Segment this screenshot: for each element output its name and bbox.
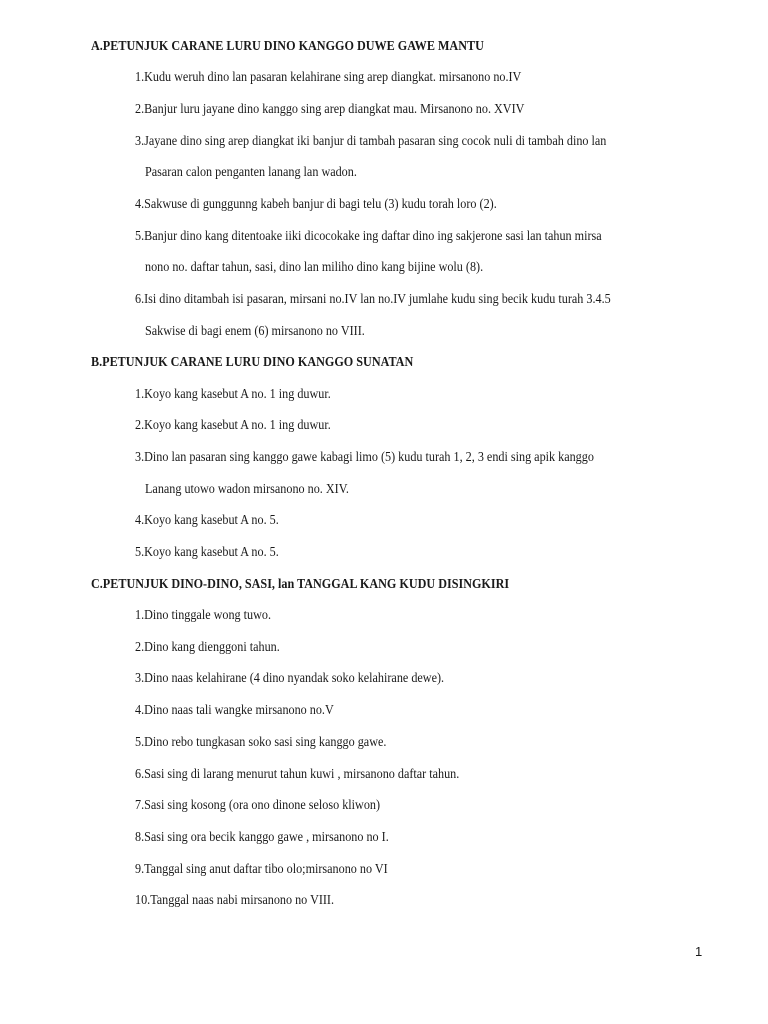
section-b-heading: B.PETUNJUK CARANE LURU DINO KANGGO SUNATAN xyxy=(91,354,414,369)
section-a-item-3: 3.Jayane dino sing arep diangkat iki banjur di tambah pasaran sing cocok nuli di tambah dino lan xyxy=(135,133,607,148)
section-b-item-2: 2.Koyo kang kasebut A no. 1 ing duwur. xyxy=(135,417,331,432)
section-a-item-3-continued: Pasaran calon penganten lanang lan wadon. xyxy=(145,164,357,179)
section-c-item-9: 9.Tanggal sing anut daftar tibo olo;mirsanono no VI xyxy=(135,861,388,876)
section-c-item-6: 6.Sasi sing di larang menurut tahun kuwi , mirsanono daftar tahun. xyxy=(135,766,460,781)
section-a-item-6: 6.Isi dino ditambah isi pasaran, mirsani no.IV lan no.IV jumlahe kudu sing becik kudu turah 3.4.5 xyxy=(135,291,611,306)
section-a-item-5: 5.Banjur dino kang ditentoake iiki dicocokake ing daftar dino ing sakjerone sasi lan tahun mirsa xyxy=(135,228,602,243)
section-b-item-4: 4.Koyo kang kasebut A no. 5. xyxy=(135,512,279,527)
section-c-item-1: 1.Dino tinggale wong tuwo. xyxy=(135,607,272,622)
section-b-item-3: 3.Dino lan pasaran sing kanggo gawe kabagi limo (5) kudu turah 1, 2, 3 endi sing apik kanggo xyxy=(135,449,594,464)
section-b-item-5: 5.Koyo kang kasebut A no. 5. xyxy=(135,544,279,559)
section-c-item-5: 5.Dino rebo tungkasan soko sasi sing kanggo gawe. xyxy=(135,734,387,749)
section-a-item-1: 1.Kudu weruh dino lan pasaran kelahirane sing arep diangkat. mirsanono no.IV xyxy=(135,69,522,84)
section-a-item-4: 4.Sakwuse di gunggunng kabeh banjur di bagi telu (3) kudu torah loro (2). xyxy=(135,196,497,211)
section-a-item-5-continued: nono no. daftar tahun, sasi, dino lan miliho dino kang bijine wolu (8). xyxy=(145,259,484,274)
section-a-heading: A.PETUNJUK CARANE LURU DINO KANGGO DUWE GAWE MANTU xyxy=(91,38,484,53)
section-c-item-3: 3.Dino naas kelahirane (4 dino nyandak soko kelahirane dewe). xyxy=(135,670,445,685)
section-a-item-6-continued: Sakwise di bagi enem (6) mirsanono no VIII. xyxy=(145,323,365,338)
page-number: 1 xyxy=(695,944,703,959)
section-c-item-4: 4.Dino naas tali wangke mirsanono no.V xyxy=(135,702,334,717)
section-c-item-10: 10.Tanggal naas nabi mirsanono no VIII. xyxy=(135,892,335,907)
section-c-heading: C.PETUNJUK DINO-DINO, SASI, lan TANGGAL KANG KUDU DISINGKIRI xyxy=(91,576,510,591)
section-a-item-2: 2.Banjur luru jayane dino kanggo sing arep diangkat mau. Mirsanono no. XVIV xyxy=(135,101,525,116)
section-c-item-8: 8.Sasi sing ora becik kanggo gawe , mirsanono no I. xyxy=(135,829,389,844)
section-c-item-7: 7.Sasi sing kosong (ora ono dinone seloso kliwon) xyxy=(135,797,381,812)
section-b-item-1: 1.Koyo kang kasebut A no. 1 ing duwur. xyxy=(135,386,331,401)
section-b-item-3-continued: Lanang utowo wadon mirsanono no. XIV. xyxy=(145,481,349,496)
section-c-item-2: 2.Dino kang dienggoni tahun. xyxy=(135,639,280,654)
